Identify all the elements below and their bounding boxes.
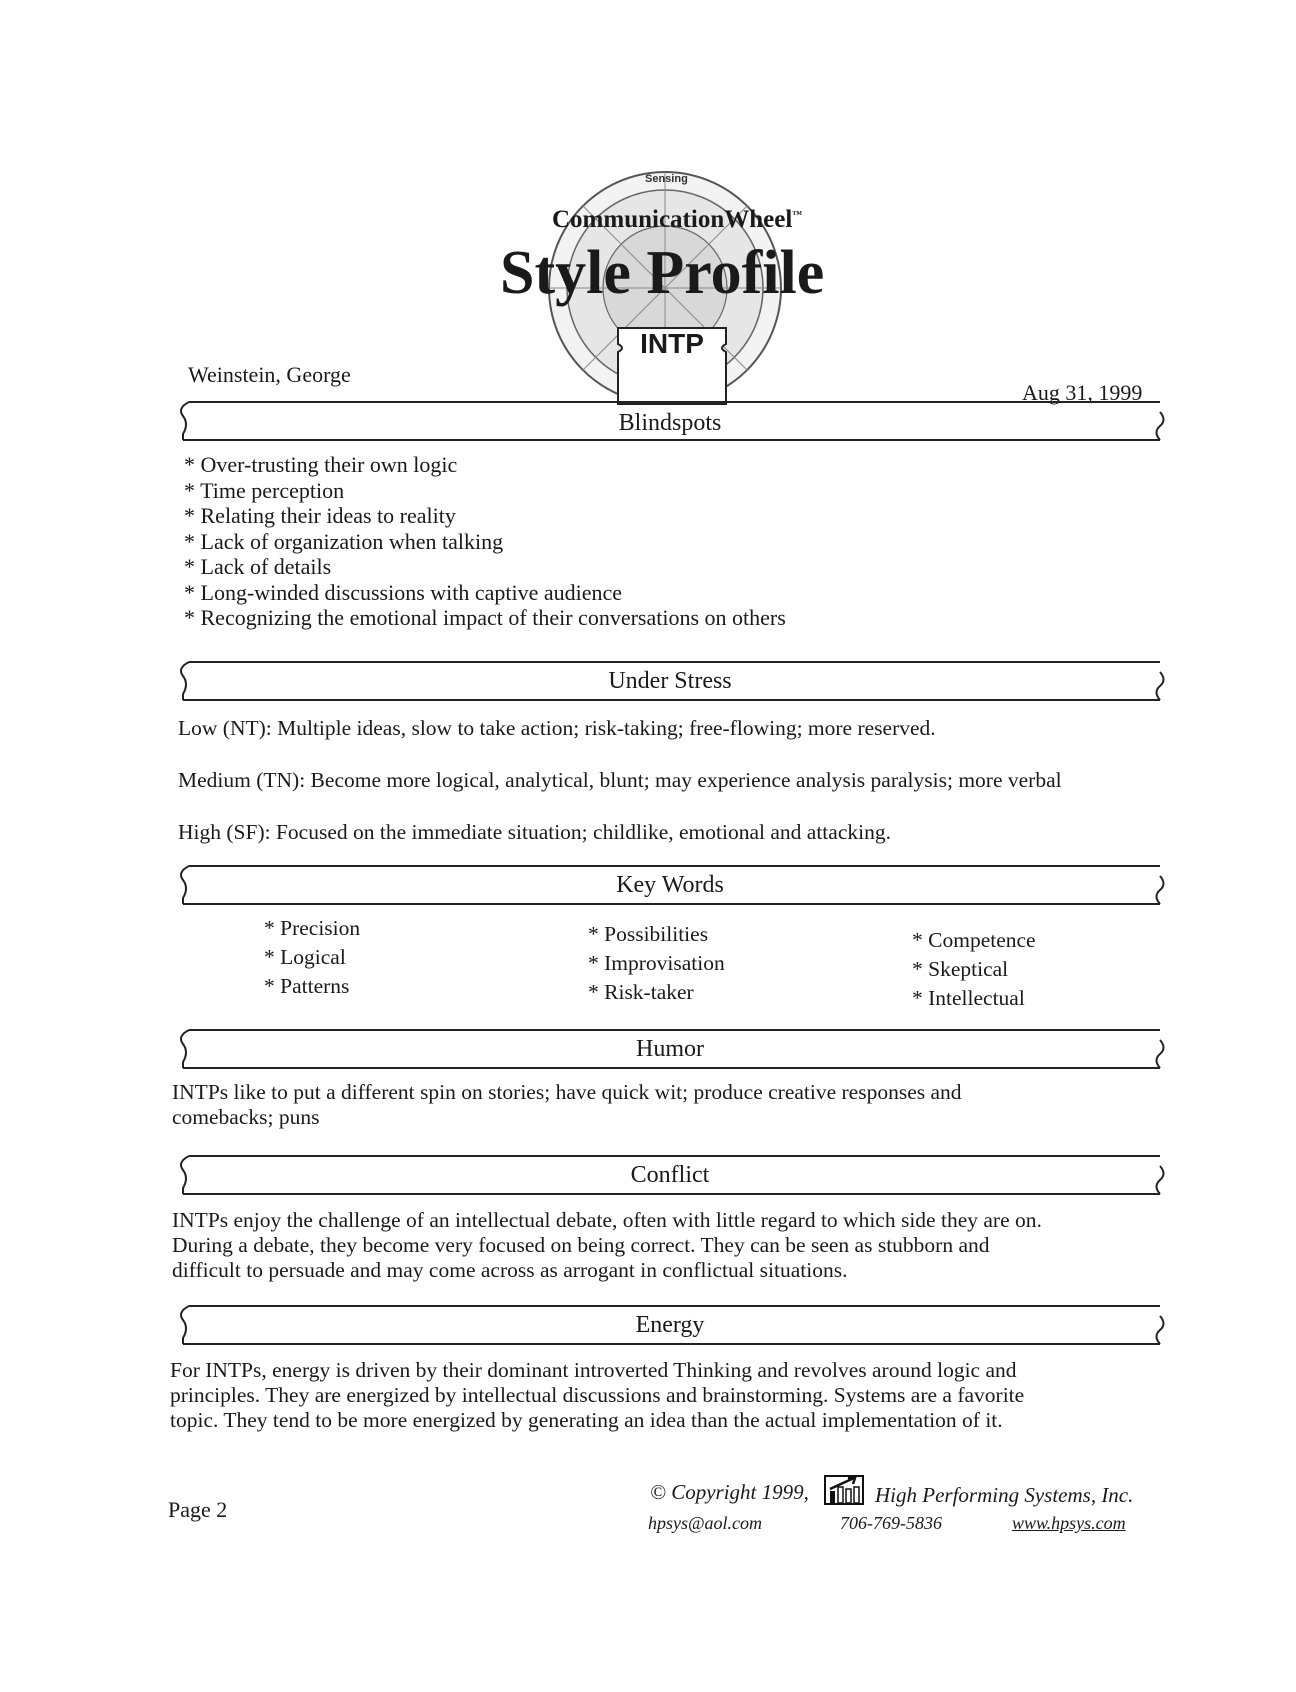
blindspots-list <box>184 452 786 631</box>
page-number: Page 2 <box>168 1497 228 1522</box>
humor-text-line-2: comebacks; puns <box>172 1105 320 1129</box>
section-banner-key-words <box>175 860 1165 916</box>
wheel-sensing-label: Sensing <box>645 173 688 185</box>
section-banner-energy <box>175 1300 1165 1356</box>
list-item: * Precision <box>264 916 361 940</box>
list-item: * Possibilities <box>588 922 709 946</box>
energy-text-line-2: principles. They are energized by intellectual discussions and brainstorming. Systems are a favorite <box>170 1383 1025 1407</box>
energy-text-line-1: For INTPs, energy is driven by their dominant introverted Thinking and revolves around logic and <box>170 1358 1017 1382</box>
conflict-text-line-3: difficult to persuade and may come across as arrogant in conflictual situations. <box>172 1258 848 1282</box>
section-banner-conflict <box>175 1150 1165 1206</box>
type-code-badge: INTP <box>640 328 704 359</box>
list-item: * Time perception <box>184 477 345 503</box>
stress-medium: Medium (TN): Become more logical, analytical, blunt; may experience analysis paralysis; more verbal <box>178 768 1062 792</box>
list-item: * Risk-taker <box>588 980 694 1004</box>
section-title-under-stress: Under Stress <box>608 668 732 694</box>
list-item: * Lack of organization when talking <box>184 528 504 554</box>
list-item: * Long-winded discussions with captive audience <box>184 579 623 605</box>
list-item: * Improvisation <box>588 951 725 975</box>
list-item: * Recognizing the emotional impact of their conversations on others <box>184 605 786 630</box>
stress-high: High (SF): Focused on the immediate situation; childlike, emotional and attacking. <box>178 820 891 844</box>
contact-phone: 706-769-5836 <box>840 1513 942 1533</box>
list-item: * Relating their ideas to reality <box>184 503 456 528</box>
section-title-key-words: Key Words <box>616 872 724 898</box>
key-words-column-1 <box>264 914 360 1001</box>
conflict-text-line-1: INTPs enjoy the challenge of an intellectual debate, often with little regard to which side they are on. <box>172 1208 1042 1232</box>
person-name: Weinstein, George <box>188 362 351 387</box>
section-title-blindspots: Blindspots <box>618 410 722 436</box>
report-date: Aug 31, 1999 <box>1022 380 1143 405</box>
company-name: High Performing Systems, Inc. <box>875 1483 1134 1507</box>
conflict-text-line-2: During a debate, they become very focused on being correct. They can be seen as stubborn and <box>172 1233 990 1257</box>
list-item: * Lack of details <box>184 554 332 579</box>
section-title-humor: Humor <box>636 1036 704 1062</box>
list-item: * Intellectual <box>912 986 1025 1010</box>
list-item: * Competence <box>912 928 1036 952</box>
stress-low: Low (NT): Multiple ideas, slow to take action; risk-taking; free-flowing; more reserved. <box>178 716 936 740</box>
document-title: Style Profile <box>500 239 825 307</box>
list-item: * Over-trusting their own logic <box>184 452 458 477</box>
list-item: * Skeptical <box>912 957 1009 981</box>
brand-name: CommunicationWheel™ <box>552 206 803 233</box>
key-words-column-3 <box>912 926 1036 1013</box>
list-item: * Patterns <box>264 974 350 998</box>
section-banner-under-stress <box>175 656 1165 712</box>
contact-email: hpsys@aol.com <box>648 1513 763 1533</box>
section-title-energy: Energy <box>635 1312 705 1338</box>
list-item: * Logical <box>264 945 346 969</box>
section-banner-humor <box>175 1024 1165 1080</box>
key-words-column-2 <box>588 920 725 1007</box>
energy-text-line-3: topic. They tend to be more energized by generating an idea than the actual implementation of it. <box>170 1408 1003 1432</box>
section-title-conflict: Conflict <box>630 1162 710 1188</box>
company-website: www.hpsys.com <box>1012 1513 1126 1533</box>
section-banner-blindspots <box>175 396 1165 452</box>
hps-logo-icon <box>824 1475 864 1505</box>
copyright-notice: © Copyright 1999, <box>650 1480 809 1504</box>
humor-text-line-1: INTPs like to put a different spin on stories; have quick wit; produce creative responses and <box>172 1080 962 1104</box>
